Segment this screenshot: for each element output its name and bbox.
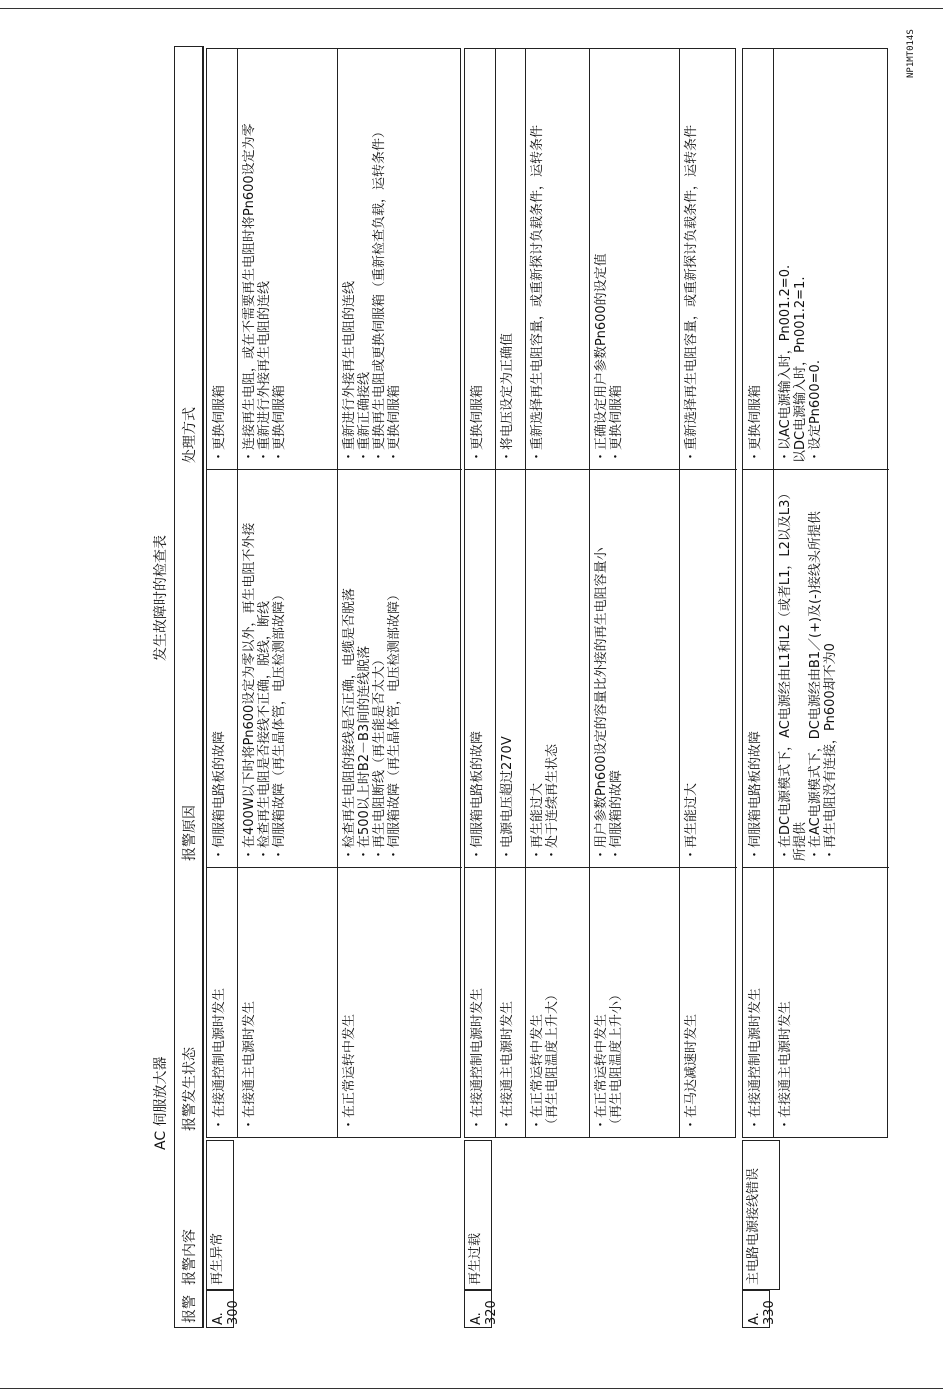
list-item: ・重新进行外接再生电阻的连线: [342, 280, 357, 463]
table-row: [495, 49, 526, 1137]
list-item: ・在500以上时B2－B3间的连线脱落: [357, 645, 372, 861]
action-cell: [207, 49, 237, 469]
action-cell: [495, 49, 525, 469]
list-item: ・在马达减速时发生: [684, 1013, 699, 1131]
list-item: ・设定Pn600=0.: [808, 360, 823, 463]
list-item: ・用户参数Pn600设定的容量比外接的再生电阻容量小: [594, 547, 609, 861]
list-item: ・正确设定用户参数Pn600的设定值: [594, 253, 609, 463]
cause-cell: [525, 469, 589, 867]
state-cell: [679, 867, 737, 1137]
table-row: [337, 49, 462, 1137]
header-cause: 报警原因: [182, 805, 198, 861]
cause-cell: [773, 469, 889, 867]
list-item: ・重新选择再生电阻容量，或重新探讨负载条件，运转条件: [684, 124, 699, 463]
action-cell: [773, 49, 889, 469]
state-cell: [773, 867, 889, 1137]
list-item: ・更换伺服箱: [470, 384, 485, 463]
list-item: ・在接通控制电源时发生: [212, 987, 227, 1131]
list-item: ・更换伺服箱: [748, 384, 763, 463]
header-action: 处理方式: [182, 407, 198, 463]
list-item: ・再生能过大: [684, 782, 699, 861]
table-row: [465, 49, 496, 1137]
list-item: ・更换再生电阻或更换伺服箱（重新检查负载，运转条件）: [372, 124, 387, 463]
action-cell: [337, 49, 462, 469]
list-item: ・重新选择再生电阻容量，或重新探讨负载条件，运转条件: [530, 124, 545, 463]
alarm-block: [742, 48, 888, 1328]
document-code: NP1MT014S: [906, 29, 916, 78]
state-cell: [207, 867, 237, 1137]
list-item: ・再生电阻没有连接，Pn600却不为0: [823, 643, 838, 861]
action-cell: [465, 49, 495, 469]
bottom-rule: [0, 1388, 943, 1389]
list-item: ・在接通主电源时发生: [500, 1000, 515, 1131]
list-item: ・伺服箱电路板的故障: [748, 730, 763, 861]
table-header: [174, 46, 204, 1328]
list-item: ・处于连续再生状态: [545, 743, 560, 861]
list-item: ・更换伺服箱: [212, 384, 227, 463]
list-item: ・在400W以下时将Pn600设定为零以外，再生电阻不外接: [242, 522, 257, 861]
table-title: 发生故障时的检查表: [153, 535, 169, 661]
list-item: ・电源电压超过270V: [500, 736, 515, 861]
list-item: ・再生能过大: [530, 782, 545, 861]
list-item: 以DC电源输入时，Pn001.2=1.: [793, 276, 808, 463]
alarm-block: [464, 48, 736, 1328]
cause-cell: [495, 469, 525, 867]
list-item: ・伺服箱电路板的故障: [212, 730, 227, 861]
state-cell: [525, 867, 589, 1137]
list-item: ・以AC电源输入时，Pn001.2=0.: [778, 264, 793, 463]
list-item: ・在DC电源模式下，AC电源经由L1和L2（或者L1，L2以及L3）所提供: [778, 486, 808, 861]
table-row: [207, 49, 238, 1137]
cause-cell: [337, 469, 462, 867]
list-item: ・在AC电源模式下，DC电源经由B1／(+)及(-)接线头所提供: [808, 511, 823, 861]
action-cell: [589, 49, 679, 469]
list-item: ・更换伺服箱: [387, 384, 402, 463]
cause-cell: [207, 469, 237, 867]
state-cell: [237, 867, 337, 1137]
state-cell: [465, 867, 495, 1137]
state-cell: [589, 867, 679, 1137]
header-state: 报警发生状态: [182, 1047, 198, 1131]
action-cell: [525, 49, 589, 469]
list-item: ・伺服箱电路板的故障: [470, 730, 485, 861]
list-item: ・重新正确接线: [357, 371, 372, 463]
list-item: （再生电阻温度上升大）: [545, 987, 560, 1131]
header-alarm: 报警: [182, 1295, 198, 1323]
header-content: 报警内容: [182, 1229, 198, 1285]
list-item: ・重新进行外接再生电阻的连线: [257, 280, 272, 463]
list-item: ・在正常运转中发生: [594, 1013, 609, 1131]
alarm-content: 再生异常: [206, 1140, 234, 1290]
list-item: ・更换伺服箱: [609, 384, 624, 463]
action-cell: [679, 49, 737, 469]
alarm-code: A. 300: [206, 1290, 234, 1328]
rotated-table-page: [150, 29, 916, 1328]
state-cell: [495, 867, 525, 1137]
state-cell: [743, 867, 773, 1137]
list-item: ・将电压设定为正确值: [500, 332, 515, 463]
action-cell: [237, 49, 337, 469]
list-item: ・伺服箱故障（再生晶体管，电压检测部故障）: [387, 587, 402, 861]
table-row: [743, 49, 774, 1137]
cause-cell: [237, 469, 337, 867]
list-item: ・在接通主电源时发生: [778, 1000, 793, 1131]
alarm-detail-table: [464, 48, 736, 1138]
cause-cell: [589, 469, 679, 867]
alarm-block: [206, 48, 461, 1328]
alarm-code: A. 330: [742, 1290, 770, 1328]
alarm-detail-table: [206, 48, 461, 1138]
list-item: ・在接通控制电源时发生: [470, 987, 485, 1131]
table-row: [679, 49, 737, 1137]
top-rule: [0, 8, 943, 9]
alarm-content: 主电路电源接线错误: [742, 1140, 780, 1290]
list-item: ・在正常运转中发生: [342, 1013, 357, 1131]
list-item: ・检查再生电阻的接线是否正确，电缆是否脱落: [342, 587, 357, 861]
table-row: [525, 49, 590, 1137]
alarm-detail-table: [742, 48, 888, 1138]
table-row: [237, 49, 338, 1137]
action-cell: [743, 49, 773, 469]
cause-cell: [679, 469, 737, 867]
list-item: ・再生电阻断线（再生能是否太大）: [372, 652, 387, 861]
list-item: ・更换伺服箱: [272, 384, 287, 463]
table-row: [589, 49, 680, 1137]
list-item: （再生电阻温度上升小）: [609, 987, 624, 1131]
list-item: ・检查再生电阻是否接线不正确，脱线，断线: [257, 600, 272, 861]
list-item: ・在正常运转中发生: [530, 1013, 545, 1131]
cause-cell: [465, 469, 495, 867]
state-cell: [337, 867, 462, 1137]
list-item: ・连接再生电阻，或在不需要再生电阻时将Pn600设定为零: [242, 123, 257, 463]
cause-cell: [743, 469, 773, 867]
list-item: ・伺服箱故障（再生晶体管，电压检测部故障）: [272, 587, 287, 861]
list-item: ・在接通主电源时发生: [242, 1000, 257, 1131]
list-item: ・伺服箱的故障: [609, 769, 624, 861]
alarm-code: A. 320: [464, 1290, 492, 1328]
alarm-content: 再生过载: [464, 1140, 492, 1290]
table-row: [773, 49, 889, 1137]
list-item: ・在接通控制电源时发生: [748, 987, 763, 1131]
amplifier-title: AC 伺服放大器: [153, 1056, 169, 1150]
